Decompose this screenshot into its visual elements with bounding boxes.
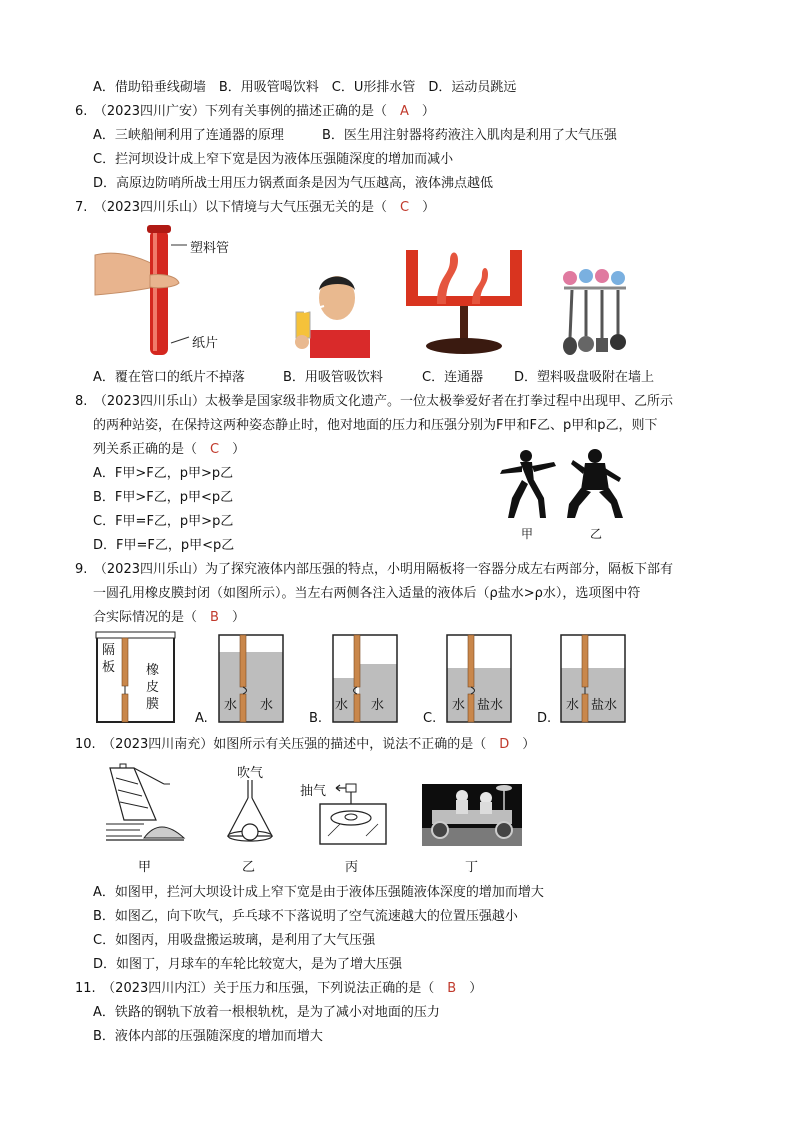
q10-option-c: C．如图丙，用吸盘搬运玻璃，是利用了大气压强 — [93, 933, 376, 948]
q9-opt-c-right: 盐水 — [477, 698, 504, 713]
q7-label-paper: 纸片 — [192, 336, 219, 351]
q10-stem-close: ） — [509, 737, 536, 752]
q9-opt-c-label: C. — [423, 711, 437, 726]
q11-stem-close: ） — [456, 981, 483, 996]
q10-dam-figure — [104, 764, 184, 846]
q9-opt-a-left: 水 — [224, 698, 238, 713]
q9-membrane-char-1: 橡 — [146, 663, 160, 678]
q11-stem — [75, 980, 482, 998]
q9-opt-b-left: 水 — [335, 698, 349, 713]
q9-answer: B — [210, 610, 219, 625]
q7-label-tube: 塑料管 — [190, 241, 230, 256]
q11-option-b: B．液体内部的压强随深度的增加而增大 — [93, 1029, 323, 1044]
q8-stem-close: ） — [219, 442, 246, 457]
q8-figure-jia — [498, 448, 558, 522]
q9-stem-line3 — [93, 609, 245, 627]
q11-answer: B — [447, 981, 457, 996]
q7-option-b: B．用吸管吸饮料 — [283, 370, 383, 385]
q10-label-bing: 丙 — [345, 860, 359, 875]
q9-stem-text: 合实际情况的是（ — [93, 610, 211, 625]
q10-answer: D — [499, 737, 510, 752]
q10-option-b: B．如图乙，向下吹气，乒乓球不下落说明了空气流速越大的位置压强越小 — [93, 909, 518, 924]
q9-opt-d-right: 盐水 — [591, 698, 618, 713]
q10-label-jia: 甲 — [138, 860, 152, 875]
q9-partition-char-1: 隔 — [102, 643, 116, 658]
q9-stem-line2: 一圆孔用橡皮膜封闭（如图所示）。当左右两侧各注入适量的液体后（ρ盐水>ρ水），选项图中符 — [93, 586, 641, 601]
q7-boy-figure — [292, 268, 372, 358]
q8-option-c: C．F甲=F乙，p甲>p乙 — [93, 514, 234, 529]
q7-option-c: C．连通器 — [422, 370, 484, 385]
q10-rover-figure — [422, 784, 522, 846]
q8-stem-line2: 的两种站姿，在保持这两种姿态静止时，他对地面的压力和压强分别为F甲和F乙、p甲和p乙，则下 — [93, 418, 658, 433]
q6-stem-close: ） — [408, 104, 435, 119]
q6-stem-text: 6. （2023四川广安）下列有关事例的描述正确的是（ — [75, 104, 400, 119]
q8-option-d: D．F甲=F乙，p甲<p乙 — [93, 538, 235, 553]
q9-membrane-char-2: 皮 — [146, 680, 160, 695]
q7-suction-figure — [560, 268, 630, 358]
q9-opt-b-right: 水 — [371, 698, 385, 713]
q6-option-d: D．高原边防哨所战士用压力锅煮面条是因为气压越高，液体沸点越低 — [93, 176, 494, 191]
q9-partition-char-2: 板 — [102, 660, 116, 675]
q9-partition-label — [102, 642, 115, 676]
q9-opt-d-label: D. — [537, 711, 552, 726]
q8-label-yi: 乙 — [590, 527, 603, 541]
q8-figure-yi — [565, 448, 625, 522]
q7-option-a: A．覆在管口的纸片不掉落 — [93, 370, 245, 385]
q7-stem-text: 7. （2023四川乐山）以下情境与大气压强无关的是（ — [75, 200, 400, 215]
q9-membrane-char-3: 膜 — [146, 697, 160, 712]
q10-label-ding: 丁 — [465, 860, 479, 875]
q7-stem — [75, 199, 435, 217]
q9-opt-a-label: A. — [195, 711, 208, 726]
q8-option-a: A．F甲>F乙，p甲>p乙 — [93, 466, 234, 481]
q10-option-d: D．如图丁，月球车的车轮比较宽大，是为了增大压强 — [93, 957, 403, 972]
q9-opt-a-right: 水 — [260, 698, 274, 713]
q9-opt-b-label: B. — [309, 711, 323, 726]
q8-option-b: B．F甲>F乙，p甲<p乙 — [93, 490, 234, 505]
q8-answer: C — [210, 442, 220, 457]
q8-stem-text: 列关系正确的是（ — [93, 442, 211, 457]
q7-stem-close: ） — [409, 200, 436, 215]
q10-label-pump: 抽气 — [300, 784, 327, 799]
q10-funnel-figure — [222, 780, 278, 848]
q6-option-c: C．拦河坝设计成上窄下宽是因为液体压强随深度的增加而减小 — [93, 152, 454, 167]
q8-label-jia: 甲 — [521, 527, 534, 541]
q11-option-a: A．铁路的钢轨下放着一根根轨枕，是为了减小对地面的压力 — [93, 1005, 440, 1020]
q8-stem-line3 — [93, 441, 245, 459]
q7-option-d: D．塑料吸盘吸附在墙上 — [514, 370, 655, 385]
q6-stem — [75, 103, 435, 121]
q7-vessel-figure — [402, 246, 527, 358]
q10-label-blow: 吹气 — [237, 766, 264, 781]
q10-option-a: A．如图甲，拦河大坝设计成上窄下宽是由于液体压强随液体深度的增加而增大 — [93, 885, 544, 900]
q7-answer: C — [400, 200, 410, 215]
q10-stem-text: 10. （2023四川南充）如图所示有关压强的描述中，说法不正确的是（ — [75, 737, 500, 752]
q8-stem-line1: 8. （2023四川乐山）太极拳是国家级非物质文化遗产。一位太极拳爱好者在打拳过程中出现甲、乙所示 — [75, 394, 673, 409]
q6-option-b: B．医生用注射器将药液注入肌肉是利用了大气压强 — [322, 128, 617, 143]
q10-glass-figure — [318, 778, 390, 846]
q9-opt-d-left: 水 — [566, 698, 580, 713]
q9-stem-close: ） — [218, 610, 245, 625]
q6-answer: A — [400, 104, 409, 119]
q9-opt-c-left: 水 — [452, 698, 466, 713]
q5-options: A．借助铅垂线砌墙 B．用吸管喝饮料 C．U形排水管 D．运动员跳远 — [93, 80, 517, 95]
q9-membrane-label — [146, 662, 159, 713]
q9-stem-line1: 9. （2023四川乐山）为了探究液体内部压强的特点，小明用隔板将一容器分成左右两部分，隔板下部有 — [75, 562, 673, 577]
q6-option-a: A．三峡船闸利用了连通器的原理 — [93, 128, 284, 143]
q11-stem-text: 11. （2023四川内江）关于压力和压强，下列说法正确的是（ — [75, 981, 448, 996]
q10-stem — [75, 736, 535, 754]
q10-label-yi: 乙 — [242, 860, 256, 875]
